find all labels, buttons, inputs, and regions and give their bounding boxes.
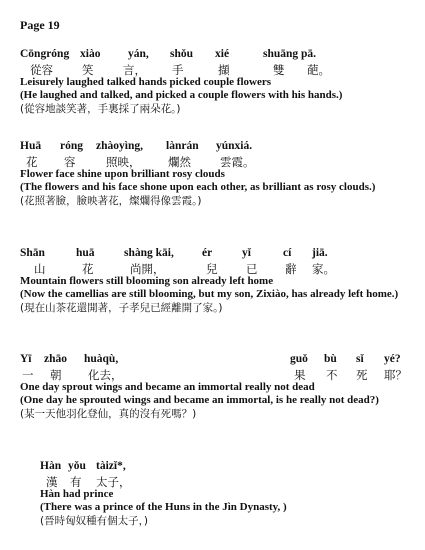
pinyin-line — [20, 247, 415, 261]
pinyin-line — [20, 48, 415, 62]
hanzi-word: 已 — [246, 262, 258, 276]
chinese-translation: (某一天他羽化登仙，真的沒有死嗎？) — [20, 408, 197, 420]
english-translation: (There was a prince of the Huns in the Jìn Dynasty, ) — [40, 501, 287, 513]
gloss-line: Mountain flowers still blooming son already left home — [20, 275, 274, 287]
stanza — [20, 247, 415, 315]
hanzi-word: 漢 — [46, 475, 58, 489]
english-translation: (He laughed and talked, and picked a couple flowers with his hands.) — [20, 89, 343, 101]
chinese-line — [20, 62, 415, 76]
english-translation: (One day he sprouted wings and became an immortal, is he really not dead?) — [20, 394, 379, 406]
stanza — [20, 353, 415, 421]
stanza — [20, 140, 415, 208]
pinyin-word: yé? — [384, 353, 401, 365]
pinyin-word: Yī — [20, 353, 32, 365]
chinese-translation: (晉時匈奴種有個太子，) — [40, 515, 148, 527]
hanzi-word: 雙 — [273, 63, 285, 77]
hanzi-word: 雲霞。 — [220, 155, 255, 169]
pinyin-word: huàqù, — [84, 353, 119, 365]
pinyin-word: shàng kāi, — [124, 247, 174, 259]
chinese-translation: (從容地談笑著，手裏採了兩朵花。) — [20, 103, 181, 115]
hanzi-word: 言， — [123, 63, 146, 77]
pinyin-line — [20, 353, 415, 367]
pinyin-word: Hàn — [40, 460, 62, 472]
pinyin-word: ér — [202, 247, 213, 259]
hanzi-word: 擷 — [218, 63, 230, 77]
gloss-line: One day sprout wings and became an immortal really not dead — [20, 381, 315, 393]
gloss-line: Leisurely laughed talked hands picked couple flowers — [20, 76, 271, 88]
pinyin-line — [20, 140, 415, 154]
pinyin-word: guǒ — [290, 353, 308, 365]
pinyin-word: róng — [60, 140, 83, 152]
pinyin-word: Huā — [20, 140, 42, 152]
hanzi-word: 山 — [34, 262, 46, 276]
stanza — [20, 48, 415, 116]
hanzi-word: 不 — [326, 368, 338, 382]
pinyin-word: lànrán — [166, 140, 199, 152]
chinese-line — [40, 474, 415, 488]
english-translation: (The flowers and his face shone upon each other, as brilliant as rosy clouds.) — [20, 181, 376, 193]
pinyin-word: yǐ — [242, 247, 251, 259]
hanzi-word: 葩。 — [307, 63, 330, 77]
gloss-line: Flower face shine upon brilliant rosy clouds — [20, 168, 225, 180]
pinyin-word: cí — [283, 247, 292, 259]
hanzi-word: 笑 — [82, 63, 94, 77]
chinese-translation: (現在山茶花還開著，子孝兒已經離開了家。) — [20, 302, 223, 314]
pinyin-word: yán, — [128, 48, 149, 60]
hanzi-word: 化去， — [88, 368, 123, 382]
pinyin-word: sǐ — [356, 353, 364, 365]
chinese-line — [20, 154, 415, 168]
pinyin-word: Cōngróng — [20, 48, 70, 60]
pinyin-word: xié — [215, 48, 230, 60]
hanzi-word: 從容 — [30, 63, 53, 77]
pinyin-word: bù — [324, 353, 337, 365]
hanzi-word: 容 — [64, 155, 76, 169]
hanzi-word: 花 — [82, 262, 94, 276]
gloss-line: Hàn had prince — [40, 488, 114, 500]
hanzi-word: 太子， — [96, 475, 131, 489]
hanzi-word: 果 — [294, 368, 306, 382]
english-translation: (Now the camellias are still blooming, but my son, Zixiào, has already left home.) — [20, 288, 399, 300]
chinese-translation: (花照著臉，臉映著花，燦爛得像雲霞。) — [20, 195, 202, 207]
hanzi-word: 一 — [22, 368, 34, 382]
pinyin-word: shuāng pā. — [263, 48, 317, 60]
pinyin-word: xiào — [80, 48, 101, 60]
pinyin-word: zhāo — [44, 353, 67, 365]
page-number: Page 19 — [20, 18, 60, 32]
pinyin-word: tàizǐ*, — [96, 460, 126, 472]
hanzi-word: 花 — [26, 155, 38, 169]
hanzi-word: 尚開， — [130, 262, 165, 276]
hanzi-word: 爛然 — [168, 155, 191, 169]
hanzi-word: 辭 — [285, 262, 297, 276]
pinyin-word: zhàoyìng, — [96, 140, 143, 152]
chinese-line — [20, 367, 415, 381]
pinyin-word: Shān — [20, 247, 45, 259]
pinyin-word: yǒu — [68, 460, 86, 472]
hanzi-word: 有 — [70, 475, 82, 489]
hanzi-word: 家。 — [312, 262, 335, 276]
stanza — [40, 460, 415, 528]
chinese-line — [20, 261, 415, 275]
hanzi-word: 朝 — [50, 368, 62, 382]
pinyin-line — [40, 460, 415, 474]
hanzi-word: 耶？ — [384, 368, 407, 382]
pinyin-word: huā — [76, 247, 95, 259]
hanzi-word: 兒 — [206, 262, 218, 276]
pinyin-word: shǒu — [170, 48, 194, 60]
pinyin-word: yúnxiá. — [216, 140, 253, 152]
hanzi-word: 照映， — [106, 155, 141, 169]
hanzi-word: 手 — [172, 63, 184, 77]
hanzi-word: 死 — [356, 368, 368, 382]
pinyin-word: jiā. — [312, 247, 328, 259]
